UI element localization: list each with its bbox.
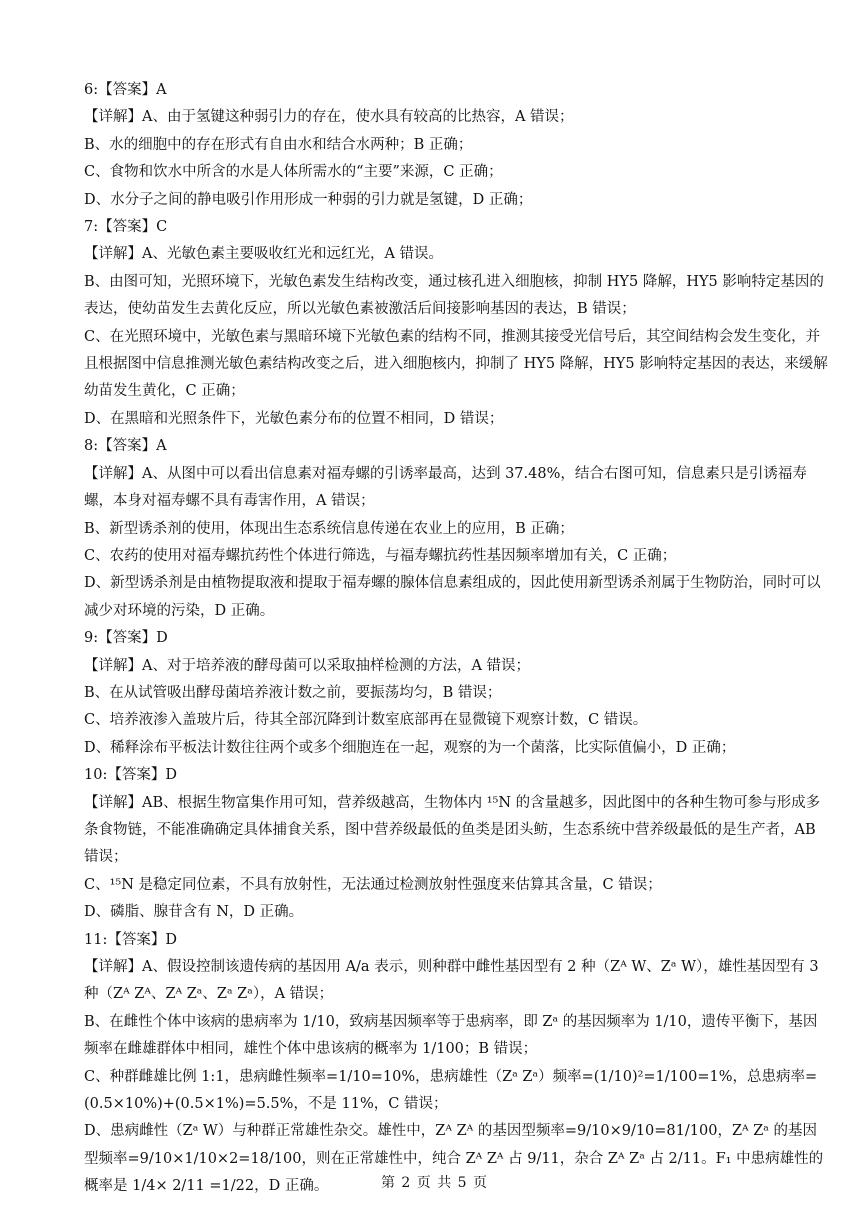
page-footer: 第 2 页 共 5 页 bbox=[380, 1175, 488, 1191]
answer-heading: 9:【答案】D bbox=[84, 630, 168, 647]
explanation-line: C、培养液渗入盖玻片后，待其全部沉降到计数室底部再在显微镜下观察计数，C 错误。 bbox=[84, 712, 648, 729]
explanation-line: C、种群雌雄比例 1:1，患病雌性频率=1/10=10%，患病雄性（Zᵃ Zᵃ）频率=(1/10)²=1/100=1%，总患病率=(0.5×10%)+(0.5×1%)=5.5%，不是 11%，C 错误； bbox=[84, 1068, 818, 1113]
explanation-line: D、稀释涂布平板法计数往往两个或多个细胞连在一起，观察的为一个菌落，比实际值偏小，D 正确； bbox=[84, 739, 736, 756]
explanation-line: D、新型诱杀剂是由植物提取液和提取于福寿螺的腺体信息素组成的，因此使用新型诱杀剂属于生物防治，同时可以减少对环境的污染，D 正确。 bbox=[84, 575, 821, 619]
answer-heading: 7:【答案】C bbox=[84, 219, 168, 236]
explanation-line: 【详解】AB、根据生物富集作用可知，营养级越高，生物体内 ¹⁵N 的含量越多，因此图中的各种生物可参与形成多条食物链，不能准确确定具体捕食关系，图中营养级最低的鱼类是团头鲂，生态系统中营养级最低的是生产者，AB 错误； bbox=[84, 794, 821, 866]
explanation-line: B、水的细胞中的存在形式有自由水和结合水两种；B 正确； bbox=[84, 136, 473, 153]
explanation-line: 【详解】A、从图中可以看出信息素对福寿螺的引诱率最高，达到 37.48%，结合右图可知，信息素只是引诱福寿螺，本身对福寿螺不具有毒害作用，A 错误； bbox=[84, 465, 807, 510]
explanation-line: 【详解】A、假设控制该遗传病的基因用 A/a 表示，则种群中雌性基因型有 2 种（Zᴬ W、Zᵃ W），雄性基因型有 3 种（Zᴬ Zᴬ、Zᴬ Zᵃ、Zᵃ Zᵃ），A 错误； bbox=[84, 959, 819, 1003]
answer-heading: 10:【答案】D bbox=[84, 767, 177, 784]
explanation-line: C、食物和饮水中所含的水是人体所需水的“主要”来源，C 正确； bbox=[84, 164, 503, 181]
explanation-line: B、新型诱杀剂的使用，体现出生态系统信息传递在农业上的应用，B 正确； bbox=[84, 520, 574, 537]
explanation-line: B、在雌性个体中该病的患病率为 1/10，致病基因频率等于患病率，即 Zᵃ 的基因频率为 1/10，遗传平衡下，基因频率在雌雄群体中相同，雄性个体中患该病的概率为 1/100；B 错误； bbox=[84, 1013, 818, 1058]
explanation-line: B、在从试管吸出酵母菌培养液计数之前，要振荡均匀，B 错误； bbox=[84, 684, 502, 701]
answer-heading: 6:【答案】A bbox=[84, 82, 167, 98]
explanation-line: B、由图可知，光照环境下，光敏色素发生结构改变，通过核孔进入细胞核，抑制 HY5 降解，HY5 影响特定基因的表达，使幼苗发生去黄化反应，所以光敏色素被激活后间接影响基因的表达，B 错误； bbox=[84, 273, 824, 318]
explanation-line: D、水分子之间的静电吸引作用形成一种弱的引力就是氢键，D 正确； bbox=[84, 191, 533, 208]
answer-heading: 11:【答案】D bbox=[84, 931, 177, 948]
explanation-line: C、农药的使用对福寿螺抗药性个体进行筛选，与福寿螺抗药性基因频率增加有关，C 正确； bbox=[84, 547, 677, 564]
explanation-line: D、磷脂、腺苷含有 N，D 正确。 bbox=[84, 904, 304, 921]
explanation-line: D、在黑暗和光照条件下，光敏色素分布的位置不相同，D 错误； bbox=[84, 410, 504, 427]
explanation-line: 【详解】A、由于氢键这种弱引力的存在，使水具有较高的比热容，A 错误； bbox=[84, 109, 574, 126]
explanation-line: D、患病雌性（Zᵃ W）与种群正常雄性杂交。雄性中，Zᴬ Zᴬ 的基因型频率=9/10×9/10=81/100，Zᴬ Zᵃ 的基因型频率=9/10×1/10×2=18/100，则在正常雄性中，纯合 Zᴬ Zᴬ 占 9/11，杂合 Zᴬ Zᵃ 占 2/11。F₁ 中患病雄性的概率是 1/4× 2/11 =1/22，D 正确。 bbox=[84, 1123, 824, 1195]
explanation-line: C、¹⁵N 是稳定同位素，不具有放射性，无法通过检测放射性强度来估算其含量，C 错误； bbox=[84, 876, 662, 893]
explanation-line: 【详解】A、对于培养液的酵母菌可以采取抽样检测的方法，A 错误； bbox=[84, 657, 531, 674]
answer-content bbox=[84, 77, 828, 1201]
explanation-line: C、在光照环境中，光敏色素与黑暗环境下光敏色素的结构不同，推测其接受光信号后，其空间结构会发生变化，并且根据图中信息推测光敏色素结构改变之后，进入细胞核内，抑制了 HY5 降解，HY5 影响特定基因的表达，来缓解幼苗发生黄化，C 正确； bbox=[84, 328, 828, 400]
explanation-line: 【详解】A、光敏色素主要吸收红光和远红光，A 错误。 bbox=[84, 246, 444, 263]
answer-heading: 8:【答案】A bbox=[84, 438, 167, 455]
